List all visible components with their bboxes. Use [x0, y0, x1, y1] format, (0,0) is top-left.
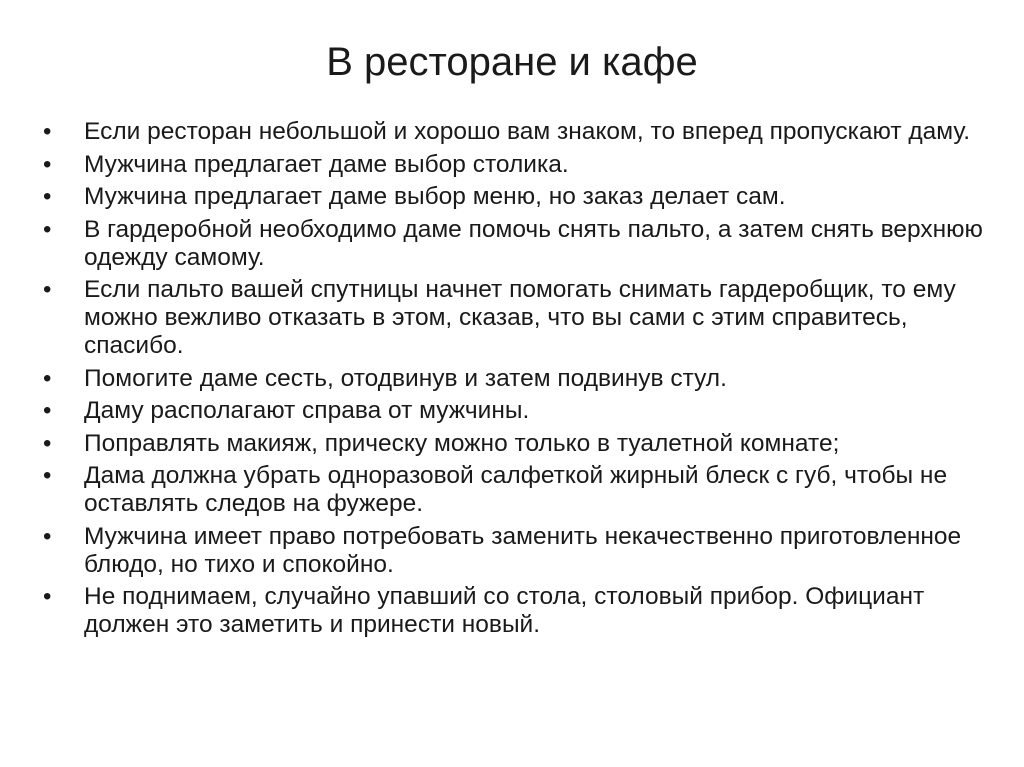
- list-item: [40, 216, 990, 272]
- list-item-text: Дама должна убрать одноразовой салфеткой жирный блеск с губ, чтобы не оставлять следов на фужере.: [84, 462, 948, 517]
- bullet-icon: •: [43, 150, 52, 178]
- list-item-text: Мужчина имеет право потребовать заменить некачественно приготовленное блюдо, но тихо и спокойно.: [84, 522, 962, 578]
- list-item: [40, 151, 990, 179]
- list-item: [40, 523, 990, 579]
- list-item-text: Даму располагают справа от мужчины.: [84, 397, 530, 424]
- bullet-icon: •: [43, 183, 52, 210]
- list-item-text: В гардеробной необходимо даме помочь снять пальто, а затем снять верхнюю одежду самому.: [84, 215, 983, 271]
- list-item-text: Помогите даме сесть, отодвинув и затем подвинув стул.: [84, 364, 727, 392]
- bullet-icon: •: [43, 215, 52, 243]
- list-item: [40, 118, 990, 146]
- list-item-text: Мужчина предлагает даме выбор меню, но заказ делает сам.: [84, 183, 786, 210]
- bullet-icon: •: [43, 462, 52, 489]
- bullet-icon: •: [43, 522, 52, 550]
- list-item: [40, 276, 990, 360]
- bullet-icon: •: [43, 429, 52, 457]
- list-item: [40, 430, 990, 458]
- list-item-text: Не поднимаем, случайно упавший со стола, столовый прибор. Официант должен это заметить и принести новый.: [84, 583, 925, 638]
- list-item: [40, 183, 990, 211]
- list-item-text: Поправлять макияж, прическу можно только в туалетной комнате;: [84, 429, 840, 457]
- slide-title: В ресторане и кафе: [326, 40, 698, 84]
- list-item-text: Если пальто вашей спутницы начнет помогать снимать гардеробщик, то ему можно вежливо отказать в этом, сказав, что вы сами с этим справитесь, спасибо.: [84, 276, 956, 359]
- bullet-list: [40, 118, 990, 644]
- list-item: [40, 365, 990, 393]
- bullet-icon: •: [43, 364, 52, 392]
- bullet-icon: •: [43, 276, 52, 303]
- bullet-icon: •: [43, 583, 52, 610]
- list-item-text: Если ресторан небольшой и хорошо вам знаком, то вперед пропускают даму.: [84, 118, 971, 145]
- list-item: [40, 462, 990, 518]
- list-item-text: Мужчина предлагает даме выбор столика.: [84, 150, 569, 178]
- list-item: [40, 397, 990, 425]
- bullet-icon: •: [43, 118, 52, 145]
- bullet-icon: •: [43, 397, 52, 424]
- list-item: [40, 583, 990, 639]
